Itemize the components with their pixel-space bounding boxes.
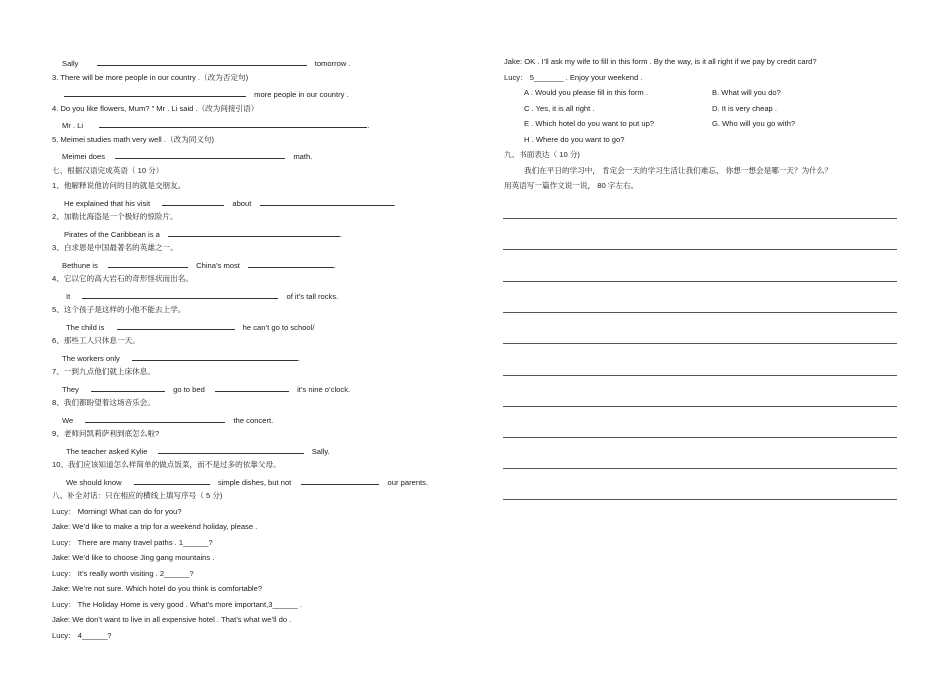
option-g: G. Who will you go with? [712, 119, 796, 128]
dialog-line: Jake: We’d like to make a trip for a weekend holiday, please . [52, 522, 258, 531]
dialog-line: Lucy： Morning! What can do for you? [52, 507, 182, 516]
translation-8-cn: 8、我们都盼望着这场音乐会。 [52, 398, 155, 407]
translation-10-cn: 10、我们应该知道怎么样简单的做点饭菜，而不是过多的依靠父母。 [52, 460, 281, 469]
answer-blank [115, 150, 285, 159]
answer-blank [99, 119, 367, 128]
option-e: E . Which hotel do you want to put up? [524, 119, 655, 128]
writing-line [503, 437, 897, 438]
translation-3-cn: 3、白求恩是中国最著名的英雄之一。 [52, 243, 178, 252]
translation-4-answer: It of it’s tall rocks. [66, 292, 339, 301]
translation-2-answer: Pirates of the Caribbean is a . [64, 230, 343, 239]
writing-prompt: 用英语写一篇作文说一说， 80 字左右。 [504, 181, 639, 190]
option-a: A . Would you please fill in this form . [524, 88, 648, 97]
translation-6-answer: The workers only . [62, 354, 301, 363]
question-4: 4. Do you like flowers, Mum? ” Mr . Li said .（改为间接引语） [52, 104, 259, 113]
dialog-line: Jake: We’re not sure. Which hotel do you think is comfortable? [52, 584, 263, 593]
dialog-line: Lucy： The Holiday Home is very good . What’s more important,3______ . [52, 600, 303, 609]
question-3-answer: more people in our country . [64, 88, 349, 100]
answer-blank [248, 259, 334, 268]
answer-blank [168, 228, 340, 237]
answer-blank [117, 321, 235, 330]
translation-1-answer: He explained that his visit about . [64, 199, 396, 208]
dialog-line: Lucy： 5_______ . Enjoy your weekend . [504, 73, 643, 82]
question-5-answer: Meimei does math. [62, 152, 313, 161]
section-8-title: 八、补全对话：只在相应的横线上填写序号（ 5 分) [52, 491, 223, 500]
option-c: C . Yes, it is all right . [524, 104, 595, 113]
dialog-line: Jake: We’d like to choose Jing gang mountains . [52, 553, 215, 562]
answer-blank [64, 88, 246, 97]
answer-blank [132, 352, 298, 361]
sally-line: Sally tomorrow . [62, 59, 351, 68]
translation-7-answer: They go to bed it’s nine o’clock. [62, 385, 351, 394]
question-5: 5. Meimei studies math very well .（改为同义句) [52, 135, 215, 144]
writing-line [503, 249, 897, 250]
question-3: 3. There will be more people in our country .（改为否定句) [52, 73, 249, 82]
section-7-title: 七、根据汉语完成英语（ 10 分） [52, 166, 164, 175]
translation-8-answer: We the concert. [62, 416, 274, 425]
translation-10-answer: We should know simple dishes, but not our parents. [66, 478, 429, 487]
translation-2-cn: 2、加勒比海盗是一个极好的惊险片。 [52, 212, 178, 221]
writing-line [503, 312, 897, 313]
writing-line [503, 218, 897, 219]
section-9-title: 九、书面表达（ 10 分) [504, 150, 580, 159]
translation-4-cn: 4、它以它的高大岩石的奇形怪状而出名。 [52, 274, 193, 283]
answer-blank [85, 414, 225, 423]
dialog-line: Lucy： 4______? [52, 631, 112, 640]
writing-line [503, 343, 897, 344]
translation-5-answer: The child is he can’t go to school/ [66, 323, 315, 332]
dialog-line: Lucy： It’s really worth visiting . 2______? [52, 569, 194, 578]
writing-line [503, 375, 897, 376]
question-4-answer: Mr . Li . [62, 121, 370, 130]
writing-line [503, 406, 897, 407]
dialog-line: Lucy： There are many travel paths . 1______? [52, 538, 213, 547]
translation-7-cn: 7、一到九点他们就上床休息。 [52, 367, 155, 376]
answer-blank [82, 290, 278, 299]
answer-blank [162, 197, 224, 206]
translation-9-answer: The teacher asked Kylie Sally. [66, 447, 330, 456]
translation-3-answer: Bethune is China’s most . [62, 261, 337, 270]
answer-blank [108, 259, 188, 268]
translation-6-cn: 6、那些工人只休息一天。 [52, 336, 140, 345]
translation-9-cn: 9、老师问凯莉萨利到底怎么啦? [52, 429, 160, 438]
dialog-line: Jake: OK . I’ll ask my wife to fill in this form . By the way, is it all right if we pay by credit card? [504, 57, 817, 66]
dialog-line: Jake: We don’t want to live in all expensive hotel . That’s what we’ll do . [52, 615, 292, 624]
writing-line [503, 281, 897, 282]
writing-line [503, 468, 897, 469]
answer-blank [91, 383, 165, 392]
writing-prompt: 我们在平日的学习中， 肯定会一天的学习生活让我们难忘， 你想一想会是哪一天？为什么？ [524, 166, 832, 175]
answer-blank [301, 476, 379, 485]
option-d: D. It is very cheap . [712, 104, 777, 113]
option-b: B. What will you do? [712, 88, 781, 97]
answer-blank [97, 57, 307, 66]
translation-1-cn: 1、他解释说他访问的目的就是交朋友。 [52, 181, 186, 190]
answer-blank [215, 383, 289, 392]
writing-line [503, 499, 897, 500]
answer-blank [158, 445, 304, 454]
answer-blank [260, 197, 394, 206]
answer-blank [134, 476, 210, 485]
translation-5-cn: 5、这个孩子是这样的小他不能去上学。 [52, 305, 186, 314]
option-h: H . Where do you want to go? [524, 135, 625, 144]
